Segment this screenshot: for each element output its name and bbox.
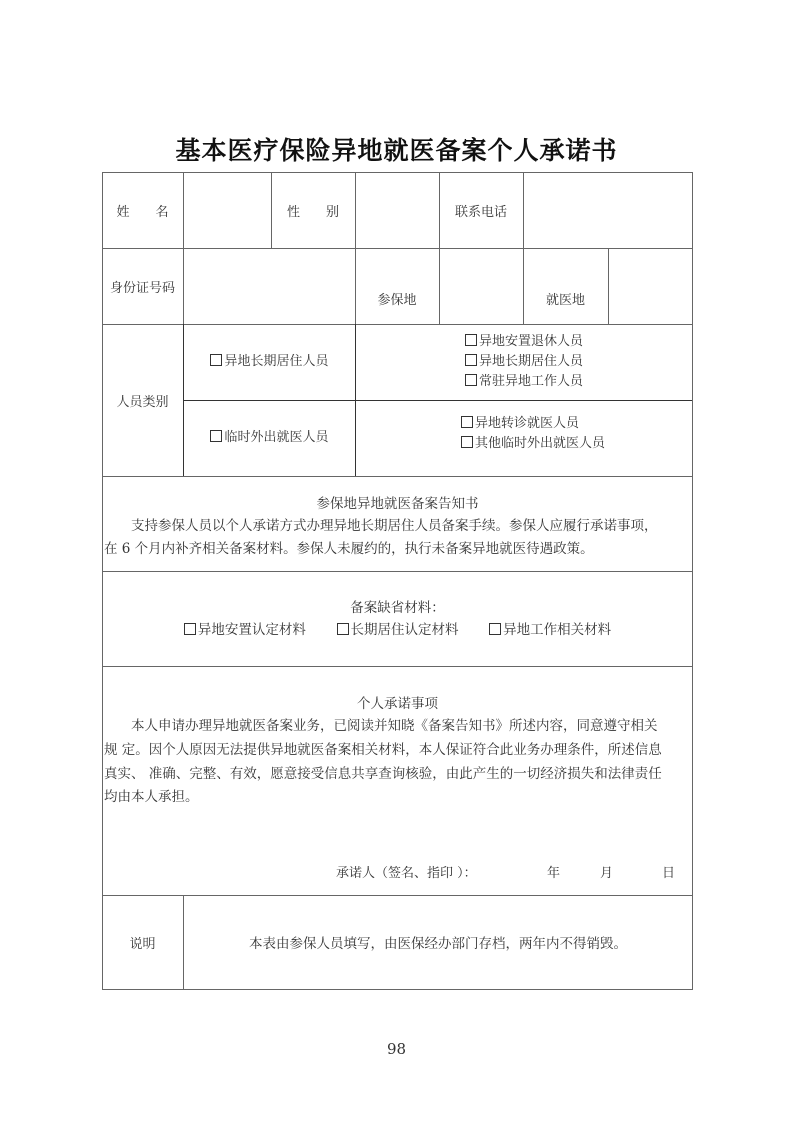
option-label: 常驻异地工作人员: [478, 374, 583, 389]
gender-label: [271, 172, 355, 248]
table-border-bottom: [102, 989, 693, 990]
option-label: 异地安置认定材料: [197, 622, 306, 638]
commitment-heading: 个人承诺事项: [357, 696, 438, 712]
name-label: [102, 172, 183, 248]
gender-label-text: 性 别: [286, 204, 339, 220]
remarks-text: [184, 895, 692, 989]
notice-heading: 参保地异地就医备案告知书: [316, 496, 479, 512]
checkbox-icon[interactable]: [210, 430, 222, 442]
phone-label: [439, 172, 523, 248]
name-field[interactable]: [184, 173, 271, 248]
temporary-main-option[interactable]: [184, 400, 355, 476]
sub-option[interactable]: [461, 414, 605, 434]
remarks-label: [102, 895, 183, 989]
checkbox-icon[interactable]: [210, 354, 222, 366]
commitment-line: 均由本人承担。: [104, 789, 199, 805]
insured-place-field[interactable]: [440, 249, 523, 324]
checkbox-icon[interactable]: [465, 374, 477, 386]
checkbox-icon[interactable]: [461, 436, 473, 448]
commitment-line: 真实、 准确、完整、有效，愿意接受信息共享查询核验，由此产生的一切经济损失和法律责任: [104, 766, 662, 782]
signature-label: 承诺人（签名、指印 ）：: [336, 866, 477, 881]
remarks-label-text: 说明: [129, 936, 156, 952]
page-number: 98: [386, 1040, 407, 1058]
option-label: 其他临时外出就医人员: [475, 436, 606, 451]
table-border-right: [692, 172, 693, 990]
option-label: 异地长期居住人员: [224, 354, 329, 369]
checkbox-icon[interactable]: [465, 354, 477, 366]
missing-materials-options: [102, 619, 693, 642]
checkbox-icon[interactable]: [337, 623, 349, 635]
row-divider: [102, 476, 693, 477]
commitment-line: 规 定。因个人原因无法提供异地就医备案相关材料，本人保证符合此业务办理条件，所述信息: [104, 742, 662, 758]
option-label: 长期居住认定材料: [350, 622, 459, 638]
medical-place-field[interactable]: [609, 249, 692, 324]
option-label: 异地安置退休人员: [478, 334, 583, 349]
option-label: 异地长期居住人员: [478, 354, 583, 369]
category-label: [102, 324, 183, 476]
phone-field[interactable]: [524, 173, 692, 248]
commitment-line: 本人申请办理异地就医备案业务，已阅读并知晓《备案告知书》所述内容，同意遵守相关: [131, 718, 658, 734]
checkbox-icon[interactable]: [489, 623, 501, 635]
sub-option[interactable]: [465, 372, 583, 392]
checkbox-icon[interactable]: [461, 416, 473, 428]
signature-day: 日: [662, 866, 676, 881]
document-title: 基本医疗保险异地就医备案个人承诺书: [175, 136, 618, 165]
notice-line: 在 6 个月内补齐相关备案材料。参保人未履约的，执行未备案异地就医待遇政策。: [104, 541, 594, 557]
gender-field[interactable]: [356, 173, 439, 248]
row-divider: [102, 571, 693, 572]
option-label: 异地工作相关材料: [503, 622, 612, 638]
missing-option[interactable]: [337, 622, 459, 638]
phone-label-text: 联系电话: [454, 204, 507, 220]
signature-year: 年: [547, 866, 561, 881]
long-term-sub-options: [356, 324, 692, 400]
sub-option[interactable]: [465, 332, 583, 352]
id-number-field[interactable]: [184, 249, 355, 324]
checkbox-icon[interactable]: [184, 623, 196, 635]
remarks-text-content: 本表由参保人员填写，由医保经办部门存档，两年内不得销毁。: [249, 936, 627, 952]
long-term-main-option[interactable]: [184, 324, 355, 400]
row-divider: [102, 666, 693, 667]
medical-place-label-text: 就医地: [545, 292, 585, 308]
missing-option[interactable]: [184, 622, 306, 638]
name-label-text: 姓 名: [116, 204, 169, 220]
temporary-sub-options: [356, 400, 692, 476]
missing-materials-heading: 备案缺省材料：: [350, 600, 445, 616]
checkbox-icon[interactable]: [465, 334, 477, 346]
id-number-label-text: 身份证号码: [109, 280, 175, 296]
sub-option[interactable]: [465, 352, 583, 372]
signature-month: 月: [600, 866, 614, 881]
option-label: 异地转诊就医人员: [475, 416, 580, 431]
option-label: 临时外出就医人员: [224, 430, 329, 445]
notice-line: 支持参保人员以个人承诺方式办理异地长期居住人员备案手续。参保人应履行承诺事项，: [131, 518, 658, 534]
missing-option[interactable]: [489, 622, 611, 638]
insured-place-label-text: 参保地: [377, 292, 417, 308]
id-number-label: [102, 248, 183, 324]
category-label-text: 人员类别: [116, 394, 169, 410]
sub-option[interactable]: [461, 434, 605, 454]
